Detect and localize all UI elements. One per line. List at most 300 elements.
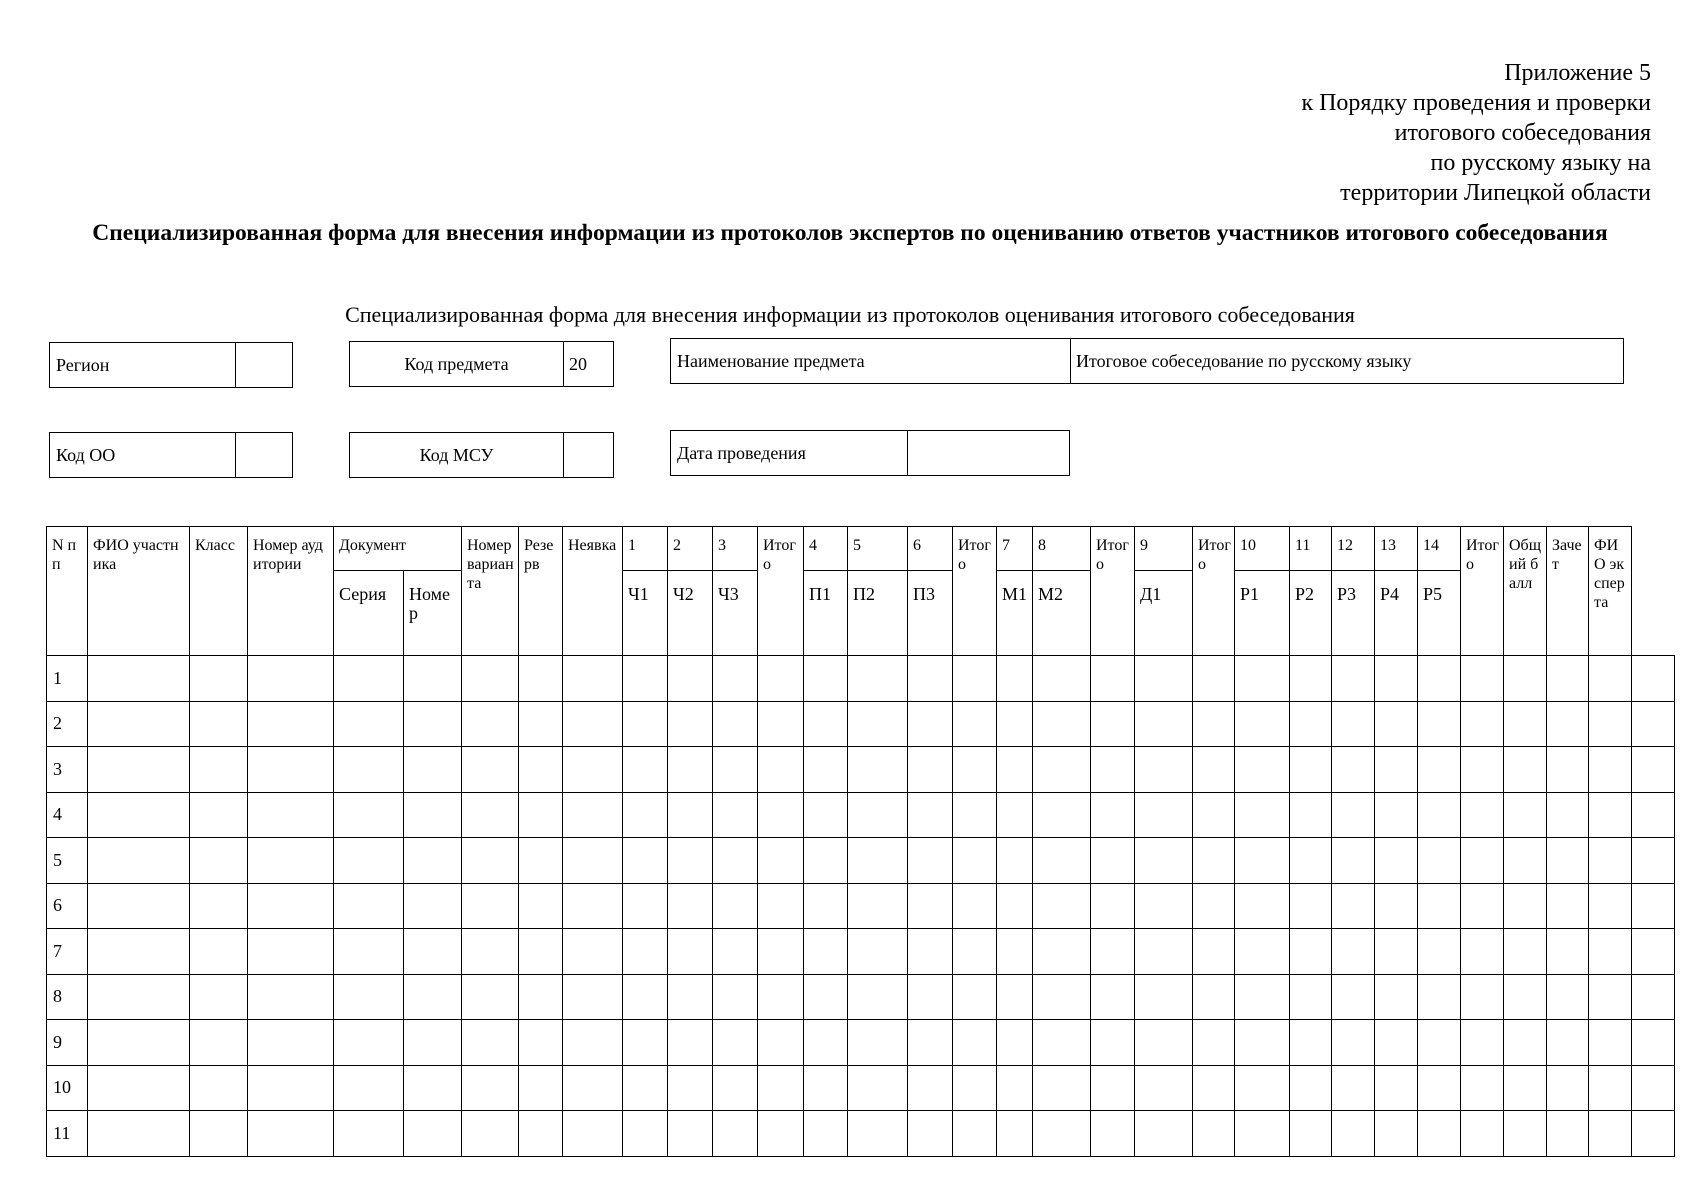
table-cell[interactable] xyxy=(1135,792,1193,838)
table-cell[interactable] xyxy=(519,1020,563,1066)
table-cell[interactable] xyxy=(519,883,563,929)
table-cell[interactable] xyxy=(1290,1111,1332,1157)
table-cell[interactable] xyxy=(519,1111,563,1157)
table-cell[interactable] xyxy=(404,838,462,884)
table-cell[interactable] xyxy=(1332,656,1375,702)
table-cell[interactable] xyxy=(623,1111,668,1157)
table-cell[interactable] xyxy=(1504,1065,1547,1111)
table-cell[interactable] xyxy=(668,974,713,1020)
table-cell[interactable] xyxy=(1375,1020,1418,1066)
table-cell[interactable] xyxy=(1504,883,1547,929)
table-cell[interactable] xyxy=(758,929,804,975)
table-cell[interactable] xyxy=(713,701,758,747)
table-cell[interactable] xyxy=(1504,701,1547,747)
table-cell[interactable] xyxy=(1193,1111,1235,1157)
table-cell[interactable] xyxy=(623,974,668,1020)
table-cell[interactable] xyxy=(1091,747,1135,793)
table-cell[interactable] xyxy=(1632,838,1675,884)
table-cell[interactable] xyxy=(563,838,623,884)
table-cell[interactable] xyxy=(1193,747,1235,793)
table-cell[interactable] xyxy=(1290,883,1332,929)
table-cell[interactable] xyxy=(1332,974,1375,1020)
table-cell[interactable] xyxy=(1547,1065,1589,1111)
table-cell[interactable] xyxy=(1547,701,1589,747)
table-cell[interactable] xyxy=(563,883,623,929)
date-input[interactable] xyxy=(908,431,1069,475)
table-cell[interactable] xyxy=(1504,929,1547,975)
table-cell[interactable] xyxy=(88,1020,190,1066)
table-cell[interactable] xyxy=(1504,656,1547,702)
table-cell[interactable] xyxy=(804,1111,848,1157)
table-cell[interactable] xyxy=(1589,883,1632,929)
table-cell[interactable] xyxy=(404,792,462,838)
table-cell[interactable] xyxy=(519,929,563,975)
table-cell[interactable] xyxy=(1547,838,1589,884)
table-cell[interactable] xyxy=(1033,929,1091,975)
table-cell[interactable] xyxy=(848,701,908,747)
table-cell[interactable] xyxy=(88,974,190,1020)
table-cell[interactable] xyxy=(88,883,190,929)
table-cell[interactable] xyxy=(848,656,908,702)
table-cell[interactable] xyxy=(248,1111,334,1157)
table-cell[interactable] xyxy=(1632,747,1675,793)
table-cell[interactable] xyxy=(190,1065,248,1111)
table-cell[interactable] xyxy=(623,701,668,747)
table-cell[interactable] xyxy=(190,792,248,838)
table-cell[interactable] xyxy=(623,1020,668,1066)
table-cell[interactable] xyxy=(1589,656,1632,702)
table-cell[interactable] xyxy=(1504,974,1547,1020)
table-cell[interactable] xyxy=(404,747,462,793)
table-cell[interactable] xyxy=(190,656,248,702)
table-cell[interactable] xyxy=(668,1020,713,1066)
table-cell[interactable] xyxy=(804,838,848,884)
table-cell[interactable] xyxy=(1589,1065,1632,1111)
table-cell[interactable] xyxy=(1461,792,1504,838)
table-cell[interactable] xyxy=(908,929,953,975)
table-cell[interactable] xyxy=(1418,929,1461,975)
table-cell[interactable] xyxy=(804,701,848,747)
table-cell[interactable] xyxy=(190,701,248,747)
table-cell[interactable] xyxy=(462,929,519,975)
table-cell[interactable] xyxy=(462,701,519,747)
table-cell[interactable] xyxy=(248,1020,334,1066)
table-cell[interactable] xyxy=(462,974,519,1020)
table-cell[interactable] xyxy=(1193,792,1235,838)
table-cell[interactable] xyxy=(462,747,519,793)
table-cell[interactable] xyxy=(804,792,848,838)
table-cell[interactable] xyxy=(190,747,248,793)
table-cell[interactable] xyxy=(1290,792,1332,838)
table-cell[interactable] xyxy=(1332,1065,1375,1111)
table-cell[interactable] xyxy=(713,792,758,838)
table-cell[interactable] xyxy=(334,747,404,793)
subject-name-input[interactable]: Итоговое собеседование по русскому языку xyxy=(1076,350,1412,371)
table-cell[interactable] xyxy=(1290,838,1332,884)
table-cell[interactable] xyxy=(804,1020,848,1066)
table-cell[interactable] xyxy=(668,656,713,702)
table-cell[interactable] xyxy=(1033,792,1091,838)
table-cell[interactable] xyxy=(1091,792,1135,838)
table-cell[interactable] xyxy=(563,1111,623,1157)
subject-code-input[interactable]: 20 xyxy=(569,353,587,374)
table-cell[interactable] xyxy=(1375,1111,1418,1157)
table-cell[interactable] xyxy=(1589,1111,1632,1157)
table-cell[interactable] xyxy=(1418,1020,1461,1066)
table-cell[interactable] xyxy=(519,747,563,793)
table-cell[interactable] xyxy=(1091,838,1135,884)
table-cell[interactable] xyxy=(248,747,334,793)
table-cell[interactable] xyxy=(1547,929,1589,975)
table-cell[interactable] xyxy=(1332,747,1375,793)
table-cell[interactable] xyxy=(334,883,404,929)
table-cell[interactable] xyxy=(1375,1065,1418,1111)
table-cell[interactable] xyxy=(1193,1065,1235,1111)
table-cell[interactable] xyxy=(997,1065,1033,1111)
table-cell[interactable] xyxy=(1461,747,1504,793)
table-cell[interactable] xyxy=(1632,701,1675,747)
table-cell[interactable] xyxy=(953,974,997,1020)
table-cell[interactable] xyxy=(623,656,668,702)
table-cell[interactable] xyxy=(1589,929,1632,975)
table-cell[interactable] xyxy=(908,838,953,884)
table-cell[interactable] xyxy=(404,1065,462,1111)
oo-code-input[interactable] xyxy=(236,433,292,477)
table-cell[interactable] xyxy=(908,656,953,702)
table-cell[interactable] xyxy=(713,974,758,1020)
table-cell[interactable] xyxy=(848,838,908,884)
table-cell[interactable] xyxy=(1632,929,1675,975)
table-cell[interactable] xyxy=(1461,1020,1504,1066)
region-input[interactable] xyxy=(236,343,292,387)
table-cell[interactable] xyxy=(1091,974,1135,1020)
table-cell[interactable] xyxy=(1193,701,1235,747)
table-cell[interactable] xyxy=(713,1111,758,1157)
table-cell[interactable] xyxy=(668,701,713,747)
table-cell[interactable] xyxy=(1033,1020,1091,1066)
table-cell[interactable] xyxy=(1418,656,1461,702)
table-cell[interactable] xyxy=(758,883,804,929)
table-cell[interactable] xyxy=(1332,792,1375,838)
table-cell[interactable] xyxy=(1547,747,1589,793)
table-cell[interactable] xyxy=(1235,1020,1290,1066)
table-cell[interactable] xyxy=(334,656,404,702)
table-cell[interactable] xyxy=(1461,838,1504,884)
table-cell[interactable] xyxy=(248,656,334,702)
table-cell[interactable] xyxy=(1375,656,1418,702)
table-cell[interactable] xyxy=(713,883,758,929)
table-cell[interactable] xyxy=(1375,974,1418,1020)
table-cell[interactable] xyxy=(563,701,623,747)
table-cell[interactable] xyxy=(190,883,248,929)
table-cell[interactable] xyxy=(953,701,997,747)
table-cell[interactable] xyxy=(848,883,908,929)
table-cell[interactable] xyxy=(334,1020,404,1066)
table-cell[interactable] xyxy=(623,747,668,793)
table-cell[interactable] xyxy=(623,883,668,929)
table-cell[interactable] xyxy=(1033,838,1091,884)
table-cell[interactable] xyxy=(88,747,190,793)
table-cell[interactable] xyxy=(404,1020,462,1066)
table-cell[interactable] xyxy=(758,838,804,884)
table-cell[interactable] xyxy=(1332,701,1375,747)
table-cell[interactable] xyxy=(1033,1065,1091,1111)
table-cell[interactable] xyxy=(713,929,758,975)
table-cell[interactable] xyxy=(88,701,190,747)
table-cell[interactable] xyxy=(404,701,462,747)
table-cell[interactable] xyxy=(1632,656,1675,702)
table-cell[interactable] xyxy=(997,1020,1033,1066)
table-cell[interactable] xyxy=(713,656,758,702)
table-cell[interactable] xyxy=(248,974,334,1020)
table-cell[interactable] xyxy=(804,929,848,975)
table-cell[interactable] xyxy=(1375,838,1418,884)
table-cell[interactable] xyxy=(953,656,997,702)
table-cell[interactable] xyxy=(1632,1065,1675,1111)
table-cell[interactable] xyxy=(1193,656,1235,702)
table-cell[interactable] xyxy=(953,838,997,884)
table-cell[interactable] xyxy=(758,656,804,702)
table-cell[interactable] xyxy=(953,1111,997,1157)
table-cell[interactable] xyxy=(1589,701,1632,747)
table-cell[interactable] xyxy=(758,1111,804,1157)
table-cell[interactable] xyxy=(758,1065,804,1111)
table-cell[interactable] xyxy=(1461,1111,1504,1157)
table-cell[interactable] xyxy=(1135,838,1193,884)
table-cell[interactable] xyxy=(1091,1065,1135,1111)
table-cell[interactable] xyxy=(668,883,713,929)
table-cell[interactable] xyxy=(1461,656,1504,702)
table-cell[interactable] xyxy=(804,747,848,793)
table-cell[interactable] xyxy=(563,974,623,1020)
table-cell[interactable] xyxy=(519,792,563,838)
table-cell[interactable] xyxy=(1504,792,1547,838)
table-cell[interactable] xyxy=(1193,929,1235,975)
table-cell[interactable] xyxy=(1235,929,1290,975)
table-cell[interactable] xyxy=(334,1065,404,1111)
table-cell[interactable] xyxy=(1632,1111,1675,1157)
table-cell[interactable] xyxy=(848,1065,908,1111)
table-cell[interactable] xyxy=(1418,883,1461,929)
table-cell[interactable] xyxy=(804,974,848,1020)
table-cell[interactable] xyxy=(1235,747,1290,793)
table-cell[interactable] xyxy=(88,792,190,838)
table-cell[interactable] xyxy=(519,701,563,747)
table-cell[interactable] xyxy=(462,1020,519,1066)
table-cell[interactable] xyxy=(1547,656,1589,702)
table-cell[interactable] xyxy=(248,1065,334,1111)
table-cell[interactable] xyxy=(908,792,953,838)
table-cell[interactable] xyxy=(623,838,668,884)
table-cell[interactable] xyxy=(1135,1020,1193,1066)
table-cell[interactable] xyxy=(1235,1065,1290,1111)
table-cell[interactable] xyxy=(997,701,1033,747)
table-cell[interactable] xyxy=(88,656,190,702)
table-cell[interactable] xyxy=(1235,883,1290,929)
table-cell[interactable] xyxy=(713,747,758,793)
table-cell[interactable] xyxy=(1418,1065,1461,1111)
table-cell[interactable] xyxy=(804,883,848,929)
table-cell[interactable] xyxy=(758,1020,804,1066)
table-cell[interactable] xyxy=(1332,838,1375,884)
table-cell[interactable] xyxy=(404,974,462,1020)
table-cell[interactable] xyxy=(1418,792,1461,838)
table-cell[interactable] xyxy=(248,929,334,975)
table-cell[interactable] xyxy=(997,1111,1033,1157)
table-cell[interactable] xyxy=(953,1020,997,1066)
table-cell[interactable] xyxy=(623,929,668,975)
table-cell[interactable] xyxy=(1135,701,1193,747)
table-cell[interactable] xyxy=(1091,656,1135,702)
table-cell[interactable] xyxy=(462,838,519,884)
table-cell[interactable] xyxy=(1632,974,1675,1020)
table-cell[interactable] xyxy=(334,792,404,838)
table-cell[interactable] xyxy=(908,974,953,1020)
table-cell[interactable] xyxy=(804,1065,848,1111)
table-cell[interactable] xyxy=(848,929,908,975)
table-cell[interactable] xyxy=(623,1065,668,1111)
table-cell[interactable] xyxy=(1290,656,1332,702)
table-cell[interactable] xyxy=(1235,701,1290,747)
table-cell[interactable] xyxy=(1235,792,1290,838)
table-cell[interactable] xyxy=(758,974,804,1020)
msu-code-input[interactable] xyxy=(564,433,613,477)
table-cell[interactable] xyxy=(1332,1020,1375,1066)
table-cell[interactable] xyxy=(997,974,1033,1020)
table-cell[interactable] xyxy=(563,747,623,793)
table-cell[interactable] xyxy=(908,1020,953,1066)
table-cell[interactable] xyxy=(623,792,668,838)
table-cell[interactable] xyxy=(1375,929,1418,975)
table-cell[interactable] xyxy=(1461,974,1504,1020)
table-cell[interactable] xyxy=(1504,1020,1547,1066)
table-cell[interactable] xyxy=(1033,1111,1091,1157)
table-cell[interactable] xyxy=(190,1111,248,1157)
table-cell[interactable] xyxy=(1418,974,1461,1020)
table-cell[interactable] xyxy=(997,747,1033,793)
table-cell[interactable] xyxy=(953,792,997,838)
table-cell[interactable] xyxy=(1461,701,1504,747)
table-cell[interactable] xyxy=(190,1020,248,1066)
table-cell[interactable] xyxy=(1091,1020,1135,1066)
table-cell[interactable] xyxy=(1033,883,1091,929)
table-cell[interactable] xyxy=(519,974,563,1020)
table-cell[interactable] xyxy=(1091,701,1135,747)
table-cell[interactable] xyxy=(248,701,334,747)
table-cell[interactable] xyxy=(1033,656,1091,702)
table-cell[interactable] xyxy=(519,838,563,884)
table-cell[interactable] xyxy=(953,747,997,793)
table-cell[interactable] xyxy=(404,656,462,702)
table-cell[interactable] xyxy=(1547,883,1589,929)
table-cell[interactable] xyxy=(1091,1111,1135,1157)
table-cell[interactable] xyxy=(1504,838,1547,884)
table-cell[interactable] xyxy=(88,1111,190,1157)
table-cell[interactable] xyxy=(404,883,462,929)
table-cell[interactable] xyxy=(334,701,404,747)
table-cell[interactable] xyxy=(1033,747,1091,793)
table-cell[interactable] xyxy=(88,1065,190,1111)
table-cell[interactable] xyxy=(1235,974,1290,1020)
table-cell[interactable] xyxy=(190,929,248,975)
table-cell[interactable] xyxy=(1290,1065,1332,1111)
table-cell[interactable] xyxy=(713,838,758,884)
table-cell[interactable] xyxy=(953,929,997,975)
table-cell[interactable] xyxy=(997,883,1033,929)
table-cell[interactable] xyxy=(1547,792,1589,838)
table-cell[interactable] xyxy=(668,792,713,838)
table-cell[interactable] xyxy=(1418,701,1461,747)
table-cell[interactable] xyxy=(908,883,953,929)
table-cell[interactable] xyxy=(563,1065,623,1111)
table-cell[interactable] xyxy=(908,1065,953,1111)
table-cell[interactable] xyxy=(668,747,713,793)
table-cell[interactable] xyxy=(1135,1111,1193,1157)
table-cell[interactable] xyxy=(1418,747,1461,793)
table-cell[interactable] xyxy=(848,1020,908,1066)
table-cell[interactable] xyxy=(88,929,190,975)
table-cell[interactable] xyxy=(1290,701,1332,747)
table-cell[interactable] xyxy=(1461,883,1504,929)
table-cell[interactable] xyxy=(1135,656,1193,702)
table-cell[interactable] xyxy=(334,838,404,884)
table-cell[interactable] xyxy=(997,929,1033,975)
table-cell[interactable] xyxy=(1589,792,1632,838)
table-cell[interactable] xyxy=(1193,838,1235,884)
table-cell[interactable] xyxy=(1504,1111,1547,1157)
table-cell[interactable] xyxy=(248,792,334,838)
table-cell[interactable] xyxy=(334,1111,404,1157)
table-cell[interactable] xyxy=(190,838,248,884)
table-cell[interactable] xyxy=(848,792,908,838)
table-cell[interactable] xyxy=(758,747,804,793)
table-cell[interactable] xyxy=(1290,1020,1332,1066)
table-cell[interactable] xyxy=(1091,929,1135,975)
table-cell[interactable] xyxy=(563,1020,623,1066)
table-cell[interactable] xyxy=(668,1065,713,1111)
table-cell[interactable] xyxy=(1375,747,1418,793)
table-cell[interactable] xyxy=(1135,1065,1193,1111)
table-cell[interactable] xyxy=(563,929,623,975)
table-cell[interactable] xyxy=(1235,838,1290,884)
table-cell[interactable] xyxy=(758,701,804,747)
table-cell[interactable] xyxy=(1332,1111,1375,1157)
table-cell[interactable] xyxy=(668,1111,713,1157)
table-cell[interactable] xyxy=(334,929,404,975)
table-cell[interactable] xyxy=(804,656,848,702)
table-cell[interactable] xyxy=(997,792,1033,838)
table-cell[interactable] xyxy=(1461,929,1504,975)
table-cell[interactable] xyxy=(1461,1065,1504,1111)
table-cell[interactable] xyxy=(1589,1020,1632,1066)
table-cell[interactable] xyxy=(848,1111,908,1157)
table-cell[interactable] xyxy=(908,701,953,747)
table-cell[interactable] xyxy=(1547,1111,1589,1157)
table-cell[interactable] xyxy=(1589,838,1632,884)
table-cell[interactable] xyxy=(953,1065,997,1111)
table-cell[interactable] xyxy=(668,838,713,884)
table-cell[interactable] xyxy=(1375,883,1418,929)
table-cell[interactable] xyxy=(1290,974,1332,1020)
table-cell[interactable] xyxy=(190,974,248,1020)
table-cell[interactable] xyxy=(1135,974,1193,1020)
table-cell[interactable] xyxy=(1504,747,1547,793)
table-cell[interactable] xyxy=(1235,656,1290,702)
table-cell[interactable] xyxy=(1547,1020,1589,1066)
table-cell[interactable] xyxy=(88,838,190,884)
table-cell[interactable] xyxy=(953,883,997,929)
table-cell[interactable] xyxy=(908,747,953,793)
